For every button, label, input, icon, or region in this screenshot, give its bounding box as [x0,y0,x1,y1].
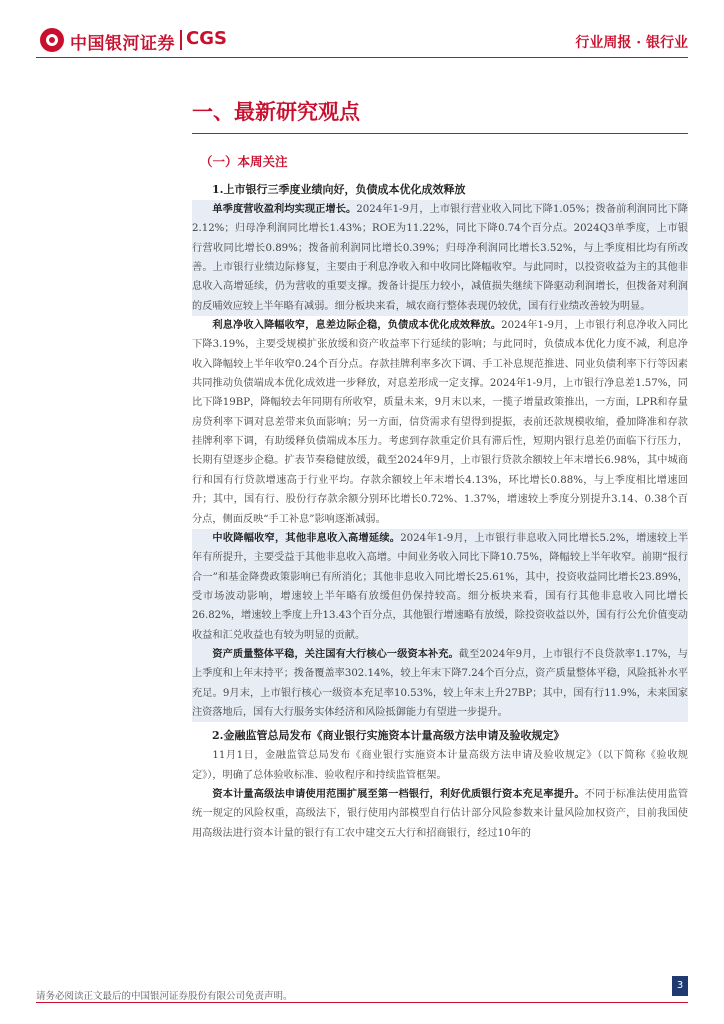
logo-chinese-name: 中国银河证券 [70,34,175,54]
body-paragraph [192,200,688,316]
report-body [192,176,688,843]
cgs-logo-icon [40,28,64,52]
report-category: 行业周报 · 银行业 [575,35,688,51]
paragraph-lead: 资本计量高级法申请使用范围扩展至第一档银行，利好优质银行资本充足率提升。 [212,787,585,800]
paragraph-text: 不同于标准法使用监管统一规定的风险权重，高级法下，银行使用内部模型自行估计部分风险参数来计量风险加权资产，目前我国使用高级法进行资本计量的银行有工农中建交五大行和招商银行，经过10年的 [192,788,689,839]
section-subtitle: （一）本周关注 [200,154,288,169]
header-divider [36,57,688,58]
paragraph-lead: 中收降幅收窄，其他非息收入高增延续。 [212,531,401,544]
footer-divider [36,1002,688,1003]
body-paragraph [192,316,688,529]
paragraph-lead: 利息净收入降幅收窄，息差边际企稳，负债成本优化成效释放。 [212,319,502,332]
page-header [0,0,724,80]
topic-heading: 1.上市银行三季度业绩向好，负债成本优化成效释放 [212,183,466,196]
paragraph-lead: 单季度营收盈利均实现正增长。 [212,203,357,215]
paragraph-lead: 资产质量整体平稳，关注国有大行核心一级资本补充。 [212,647,459,660]
paragraph-text: 2024年1-9月，上市银行非息收入同比增长5.2%，增速较上半年有所提升，主要受益于其他非息收入高增。中间业务收入同比下降10.75%，降幅较上半年收窄。前期“报行合一”和基金降费政策影响已有所消化；其他非息收入同比增长25.61%，其中，投资收益同比增长23.89%，受市场波动影响，增速较上半年略有放缓但仍保持较高。细分板块来看，国有行其他非息收入同比增长26.82%，增速较上季度上升13.43个百分点，其他银行增速略有放缓，除投资收益以外，国有行公允价值变动收益和汇兑收益也有较为明显的贡献。 [192,532,689,641]
paragraph-text: 2024年1-9月，上市银行营业收入同比下降1.05%；拨备前利润同比下降2.12%；归母净利润同比增长1.43%；ROE为11.22%，同比下降0.74个百分点。2024Q3单季度，上市银行营收同比增长0.89%；拨备前利润同比增长0.39%；归母净利润同比增长3.52%，与上季度相比均有所改善。上市银行业绩边际修复，主要由于利息净收入和中收同比降幅收窄。与此同时，以投资收益为主的其他非息收入高增延续，仍为营收的重要支撑。拨备计提压力较小，减值损失继续下降驱动利润增长，但拨备对利润的反哺效应较上半年略有减弱。细分板块来看，城农商行整体表现仍较优，国有行业绩改善较为明显。 [192,204,688,312]
body-paragraph [192,746,688,785]
page-number: 3 [672,976,688,996]
logo-divider [180,30,182,50]
section-title-divider [192,133,688,134]
body-paragraph [192,645,688,722]
body-paragraph [192,785,688,843]
footer-disclaimer: 请务必阅读正文最后的中国银河证券股份有限公司免责声明。 [36,991,293,1002]
body-paragraph [192,529,688,645]
section-title: 一、最新研究观点 [192,99,360,124]
paragraph-text: 2024年1-9月，上市银行利息净收入同比下降3.19%，主要受规模扩张放缓和资产收益率下行延续的影响；与此同时，负债成本优化力度不减，利息净收入降幅较上半年收窄0.24个百分点。存款挂牌利率多次下调、手工补息规范推进、同业负债利率下行等因素共同推动负债端成本优化成效进一步释放，对息差形成一定支撑。2024年1-9月，上市银行净息差1.57%，同比下降19BP，降幅较去年同期有所收窄，质量未来，9月末以来，一揽子增量政策推出，一方面，LPR和存量房贷利率下调对息差带来负面影响；另一方面，信贷需求有望得到提振，表前还款规模收缩，叠加降准和存款挂牌利率下调，有助缓释负债端成本压力。考虑到存款重定价具有滞后性，短期内银行息差仍面临下行压力，长期有望逐步企稳。扩表节奏稳健放缓，截至2024年9月，上市银行贷款余额较上年末增长6.98%，其中城商行和国有行贷款增速高于行业平均。存款余额较上年末增长4.13%，环比增长0.88%，与上季度相比增速回升；其中，国有行、股份行存款余额分别环比增长0.72%、1.37%，增速较上季度分别提升3.14、0.38个百分点，侧面反映“手工补息”影响逐渐减弱。 [192,320,688,525]
logo-english-name: CGS [186,28,227,49]
topic-heading: 2.金融监管总局发布《商业银行实施资本计量高级方法申请及验收规定》 [212,729,565,743]
paragraph-text: 截至2024年9月，上市银行不良贷款率1.17%，与上季度和上年末持平；拨备覆盖率302.14%，较上年末下降7.24个百分点，资产质量整体平稳，风险抵补水平充足。9月末，上市银行核心一级资本充足率10.53%，较上年末上升27BP；其中，国有行11.9%，未来国家注资落地后，国有大行服务实体经济和风险抵御能力有望进一步提升。 [192,648,688,718]
paragraph-text: 11月1日，金融监管总局发布《商业银行实施资本计量高级方法申请及验收规定》（以下简称《验收规定》），明确了总体验收标准、验收程序和持续监管框架。 [192,750,688,781]
